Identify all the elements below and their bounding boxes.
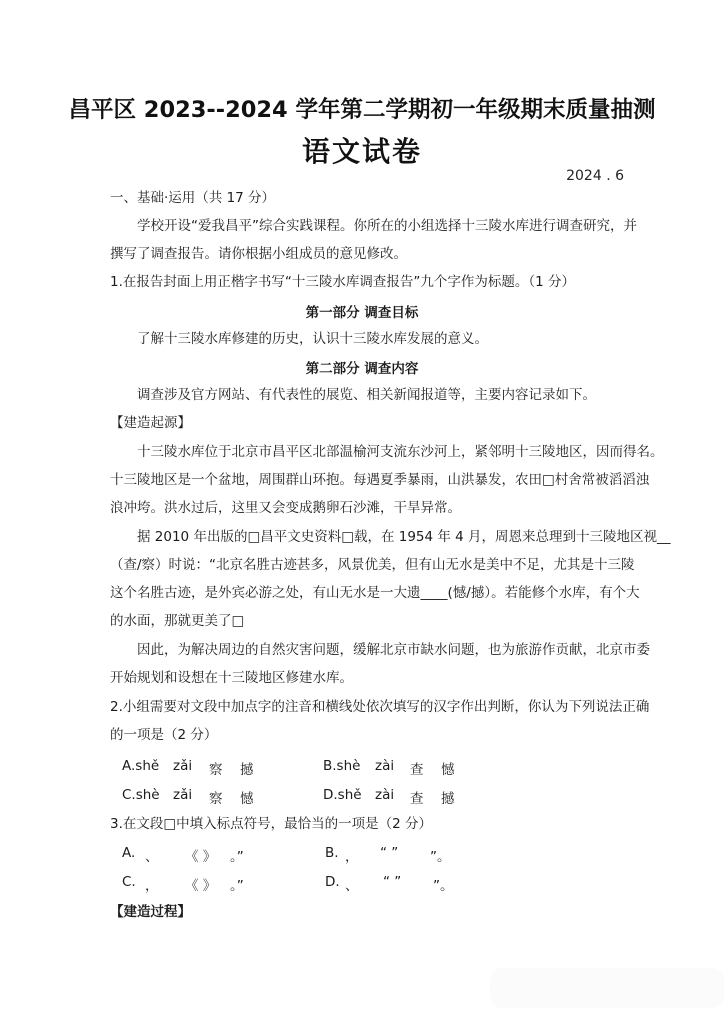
option-pinyin: zài (375, 758, 395, 774)
section-heading: 一、基础·运用（共 17 分） (110, 190, 276, 206)
exam-subtitle: 语文试卷 (301, 135, 422, 168)
option-label: B.shè (323, 758, 361, 774)
exam-title: 昌平区 2023--2024 学年第二学期初一年级期末质量抽测 (68, 97, 656, 123)
origin-p1-line-1: 十三陵水库位于北京市昌平区北部温榆河支流东沙河上，紧邻明十三陵地区，因而得名。 (137, 444, 664, 460)
option-pinyin: zǎi (173, 787, 193, 803)
option-mark-3: 。” (230, 878, 244, 894)
question-3: 3.在文段□中填入标点符号，最恰当的一项是（2 分） (110, 816, 433, 832)
intro-line-2: 撰写了调查报告。请你根据小组成员的意见修改。 (110, 246, 407, 262)
option-label: D.shě (323, 787, 362, 803)
part1-text: 了解十三陵水库修建的历史，认识十三陵水库发展的意义。 (137, 331, 488, 347)
option-char-1: 察 (209, 791, 223, 807)
faint-watermark (490, 968, 724, 1008)
intro-line-1: 学校开设“爱我昌平”综合实践课程。你所在的小组选择十三陵水库进行调查研究，并 (137, 218, 637, 234)
option-char-2: 憾 (441, 762, 455, 778)
part2-text: 调查涉及官方网站、有代表性的展览、相关新闻报道等，主要内容记录如下。 (137, 387, 596, 403)
option-mark-1: ， (345, 849, 359, 865)
option-pinyin: zǎi (173, 758, 193, 774)
origin-p2-line-1: 据 2010 年出版的□昌平文史资料□载，在 1954 年 4 月，周恩来总理到十三陵地区视__ (137, 529, 671, 545)
origin-p2-line-2: （查/察）时说：“北京名胜古迹甚多，风景优美，但有山无水是美中不足，尤其是十三陵 (110, 557, 635, 573)
option-mark-3: 。” (230, 849, 244, 865)
part2-heading: 第二部分 调查内容 (305, 361, 419, 377)
origin-p3-line-2: 开始规划和设想在十三陵地区修建水库。 (110, 670, 353, 686)
origin-p1-line-2: 十三陵地区是一个盆地，周围群山环抱。每遇夏季暴雨，山洪暴发，农田□村舍常被滔滔浊 (110, 472, 650, 488)
part1-heading: 第一部分 调查目标 (305, 305, 419, 321)
option-mark-1: 、 (145, 849, 159, 865)
option-label: C.shè (122, 787, 160, 803)
origin-p2-line-4: 的水面，那就更美了□ (110, 613, 245, 629)
option-mark-1: ， (145, 878, 159, 894)
option-char-1: 查 (410, 791, 424, 807)
option-char-1: 查 (410, 762, 424, 778)
origin-p3-line-1: 因此，为解决周边的自然灾害问题，缓解北京市缺水问题，也为旅游作贡献，北京市委 (137, 642, 650, 658)
origin-p2-line-3: 这个名胜古迹，是外宾必游之处，有山无水是一大遗____(憾/撼）。若能修个水库，有个大 (110, 585, 640, 601)
origin-p1-line-3: 浪冲垮。洪水过后，这里又会变成鹅卵石沙滩，干旱异常。 (110, 500, 461, 516)
option-mark-2: 《 》 (185, 878, 217, 894)
option-mark-3: ”。 (433, 878, 454, 894)
option-label: C. (122, 874, 136, 890)
option-label: B. (325, 845, 339, 861)
option-label: A.shě (122, 758, 160, 774)
option-mark-2: “ ” (380, 845, 399, 861)
question-1: 1.在报告封面上用正楷字书写“十三陵水库调查报告”九个字作为标题。（1 分） (110, 274, 575, 290)
option-mark-2: “ ” (383, 874, 402, 890)
option-char-1: 察 (209, 762, 223, 778)
process-label: 【建造过程】 (110, 904, 191, 920)
question-2-line-2: 的一项是（2 分） (110, 727, 218, 743)
option-label: A. (122, 845, 136, 861)
option-pinyin: zài (375, 787, 395, 803)
question-2-line-1: 2.小组需要对文段中加点字的注音和横线处依次填写的汉字作出判断，你认为下列说法正确 (110, 699, 650, 715)
option-char-2: 撼 (240, 762, 254, 778)
option-mark-3: ”。 (430, 849, 451, 865)
option-mark-1: 、 (345, 878, 359, 894)
exam-date: 2024 . 6 (566, 168, 624, 184)
origin-label: 【建造起源】 (110, 415, 191, 431)
option-label: D. (325, 874, 340, 890)
option-char-2: 憾 (240, 791, 254, 807)
option-char-2: 撼 (441, 791, 455, 807)
option-mark-2: 《 》 (185, 849, 217, 865)
